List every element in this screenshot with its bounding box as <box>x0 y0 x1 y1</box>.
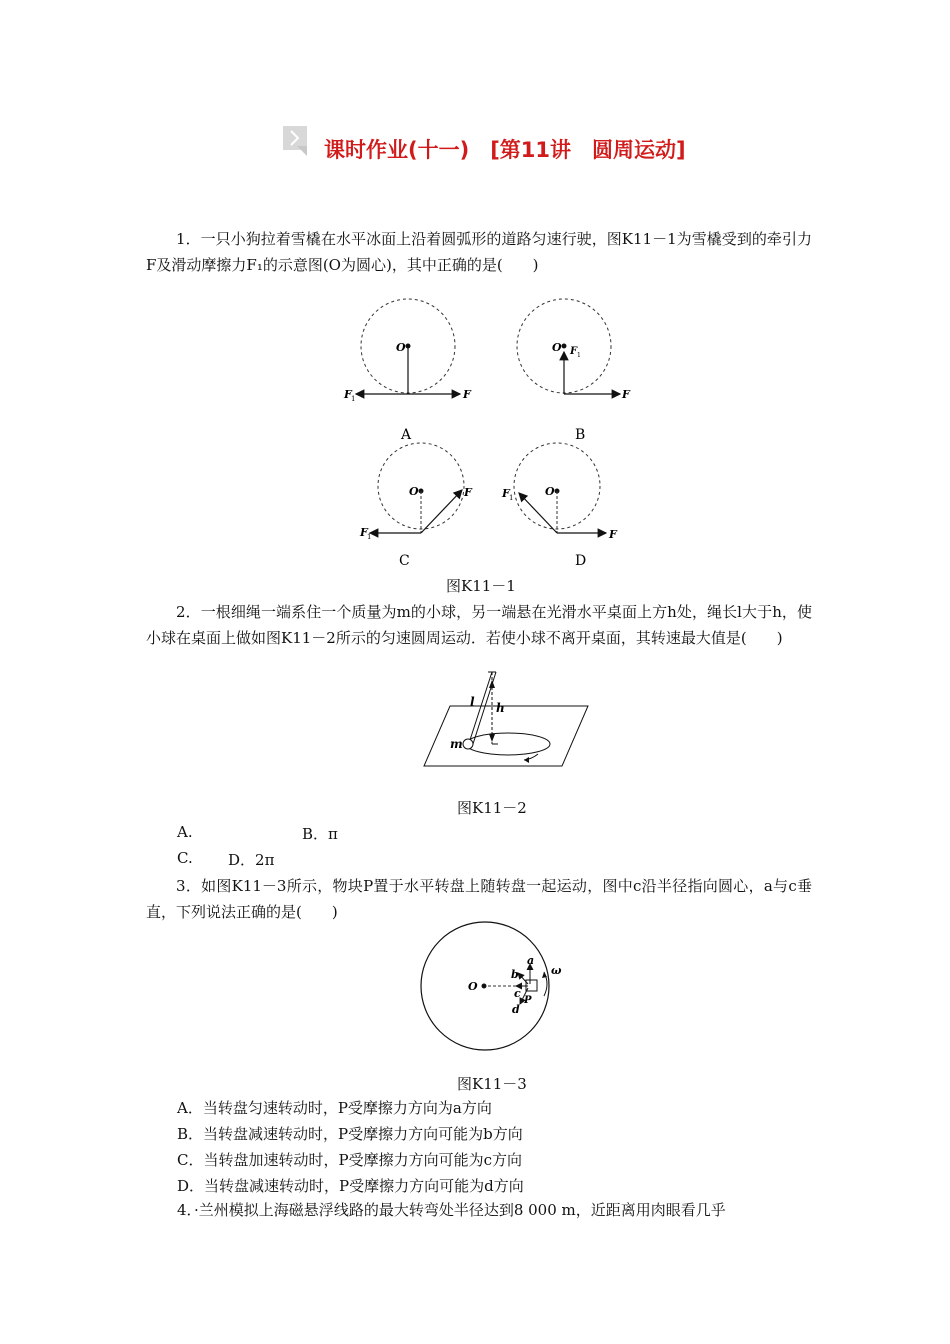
label-d: d <box>512 1003 520 1016</box>
option-c-label: C <box>399 553 410 569</box>
choice-3c: C．当转盘加速转动时，P受摩擦力方向可能为c方向 <box>177 1151 522 1169</box>
option-b-label: B <box>575 427 586 443</box>
figure-k11-3 <box>416 920 566 1052</box>
question-4-text: 4．·兰州模拟上海磁悬浮线路的最大转弯处半径达到8 000 m，近距离用肉眼看几乎 <box>177 1201 726 1219</box>
label-f1: F <box>360 526 368 539</box>
option-d-label: D <box>575 553 587 569</box>
figure-k11-2-caption: 图K11－2 <box>457 799 527 817</box>
choice-2b: B．π <box>302 825 338 843</box>
label-a: a <box>527 954 535 967</box>
label-omega: ω <box>551 964 562 977</box>
label-f: F <box>622 388 630 401</box>
label-sub1: 1 <box>367 533 372 541</box>
label-c: c <box>514 987 521 1000</box>
choice-3d: D．当转盘减速转动时，P受摩擦力方向可能为d方向 <box>177 1177 524 1195</box>
label-f1: F <box>570 346 578 357</box>
label-f: F <box>463 388 471 401</box>
label-o: O <box>396 341 406 354</box>
label-m: m <box>450 737 463 751</box>
label-sub1: 1 <box>577 352 581 359</box>
label-h: h <box>496 701 505 715</box>
label-sub1: 1 <box>509 494 514 502</box>
label-l: l <box>470 695 475 709</box>
label-o: O <box>545 485 555 498</box>
label-o: O <box>552 341 562 354</box>
diagram-d <box>501 443 618 541</box>
figure-k11-1 <box>330 290 640 570</box>
choice-2a: A. <box>177 823 193 841</box>
choice-2d: D．2π <box>228 851 275 869</box>
figure-k11-3-caption: 图K11－3 <box>457 1075 527 1093</box>
diagram-b <box>517 299 631 401</box>
label-o: O <box>468 980 478 993</box>
diagram-c <box>359 443 473 541</box>
choice-2c: C. <box>177 849 193 867</box>
label-p: P <box>524 995 532 1006</box>
label-f: F <box>464 486 472 499</box>
label-o: O <box>409 485 419 498</box>
figure-k11-2 <box>420 668 590 770</box>
page-title: 课时作业(十一) [第11讲 圆周运动] <box>324 138 686 162</box>
question-1-text: 1．一只小狗拉着雪橇在水平冰面上沿着圆弧形的道路匀速行驶，图K11－1为雪橇受到的牵引力F及滑动摩擦力F₁的示意图(O为圆心)，其中正确的是( ) <box>146 230 812 274</box>
choice-3b: B．当转盘减速转动时，P受摩擦力方向可能为b方向 <box>177 1125 523 1143</box>
diagram-a <box>343 299 472 403</box>
figure-k11-1-caption: 图K11－1 <box>446 577 516 595</box>
question-2-text: 2．一根细绳一端系住一个质量为m的小球，另一端悬在光滑水平桌面上方h处，绳长l大于h，使小球在桌面上做如图K11－2所示的匀速圆周运动．若使小球不离开桌面，其转速最大值是( ) <box>146 603 812 647</box>
label-f1: F <box>344 388 352 401</box>
option-a-label: A <box>401 427 412 443</box>
choice-3a: A．当转盘匀速转动时，P受摩擦力方向为a方向 <box>177 1099 492 1117</box>
header-arrow-icon <box>283 126 309 152</box>
label-b: b <box>511 968 519 981</box>
question-3-text: 3．如图K11－3所示，物块P置于水平转盘上随转盘一起运动，图中c沿半径指向圆心，a与c垂直，下列说法正确的是( ) <box>146 877 812 921</box>
label-sub1: 1 <box>351 395 356 403</box>
label-f: F <box>609 528 617 541</box>
label-f1: F <box>502 487 510 500</box>
